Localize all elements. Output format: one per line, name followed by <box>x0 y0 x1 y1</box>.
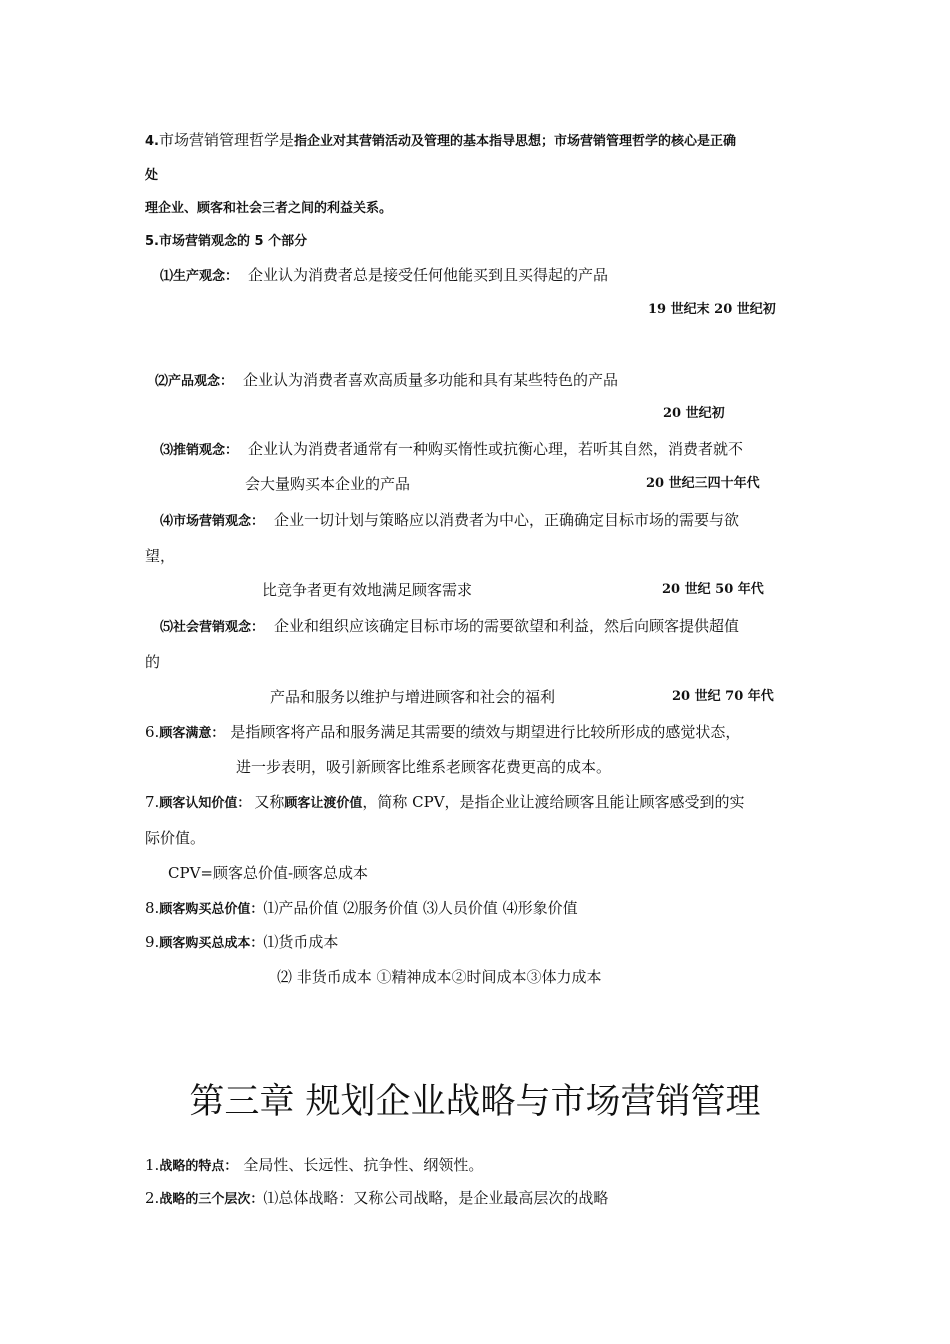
item9-number: 9. <box>145 933 160 951</box>
item8-label: 顾客购买总价值： <box>159 902 264 917</box>
item8-line <box>145 898 578 920</box>
concept-selling <box>160 439 743 461</box>
item6-continuation: 进一步表明，吸引新顾客比维系老顾客花费更高的成本。 <box>236 758 612 776</box>
cpv-formula: CPV=顾客总价值-顾客总成本 <box>168 864 369 882</box>
point1-text: 全局性、长远性、抗争性、纲领性。 <box>243 1156 484 1174</box>
item7-label2: 顾客让渡价值 <box>284 796 363 811</box>
concept-marketing <box>160 510 739 532</box>
item8-number: 8. <box>145 899 160 917</box>
point2-label: 战略的三个层次： <box>159 1192 264 1207</box>
concept-continuation: 产品和服务以维护与增进顾客和社会的福利 <box>270 688 556 706</box>
chapter-title: 第三章 规划企业战略与市场营销管理 <box>189 1082 761 1122</box>
item9-text: ⑴货币成本 <box>263 933 339 951</box>
concept-continuation: 会大量购买本企业的产品 <box>245 475 411 493</box>
item7-text-b: ，简称 CPV，是指企业让渡给顾客且能让顾客感受到的实 <box>362 793 745 811</box>
item8-text: ⑴产品价值 ⑵服务价值 ⑶人员价值 ⑷形象价值 <box>263 899 578 917</box>
item6-label: 顾客满意： <box>159 726 225 741</box>
item7-label: 顾客认知价值： <box>159 796 251 811</box>
concept-era: 20 世纪初 <box>663 406 725 421</box>
concept-label: 生产观念： <box>173 269 239 284</box>
concept-text: 企业认为消费者喜欢高质量多功能和具有某些特色的产品 <box>243 371 619 389</box>
concept-text: 企业认为消费者通常有一种购买惰性或抗衡心理，若听其自然，消费者就不 <box>248 440 744 458</box>
item9-continuation: ⑵ 非货币成本 ①精神成本②时间成本③体力成本 <box>277 968 602 986</box>
item5-heading: 5.市场营销观念的 5 个部分 <box>145 234 308 249</box>
concept-label: 产品观念： <box>168 374 234 389</box>
concept-societal <box>160 616 739 638</box>
point2-text: ⑴总体战略：又称公司战略，是企业最高层次的战略 <box>263 1189 609 1207</box>
item4-wrap: 处 <box>145 168 159 183</box>
item4-term: 市场营销管理哲学是 <box>158 131 294 149</box>
item7-text-a: 又称 <box>254 793 285 811</box>
item6-text: 是指顾客将产品和服务满足其需要的绩效与期望进行比较所形成的感觉状态， <box>230 723 741 741</box>
item4-line2: 理企业、顾客和社会三者之间的利益关系。 <box>145 201 393 216</box>
concept-label: 市场营销观念： <box>173 514 265 529</box>
point2-number: 2. <box>145 1189 160 1207</box>
concept-label: 推销观念： <box>173 443 239 458</box>
concept-product <box>155 370 618 392</box>
item7-wrap: 际价值。 <box>145 829 206 847</box>
item7-line1 <box>145 792 745 814</box>
item6-number: 6. <box>145 723 160 741</box>
concept-marker: ⑷ <box>160 514 174 529</box>
chapter3-point1 <box>145 1155 483 1177</box>
concept-label: 社会营销观念： <box>173 620 265 635</box>
concept-wrap: 的 <box>145 653 161 671</box>
item4-line1 <box>145 130 736 152</box>
concept-era: 20 世纪三四十年代 <box>646 476 760 491</box>
item9-line1 <box>145 932 338 954</box>
item7-number: 7. <box>145 793 160 811</box>
item4-number: 4. <box>145 134 159 149</box>
chapter3-point2 <box>145 1188 608 1210</box>
concept-marker: ⑵ <box>155 374 169 389</box>
concept-marker: ⑸ <box>160 620 174 635</box>
concept-era: 20 世纪 50 年代 <box>662 582 764 597</box>
concept-wrap: 望， <box>145 547 176 565</box>
point1-label: 战略的特点： <box>159 1159 238 1174</box>
concept-marker: ⑶ <box>160 443 174 458</box>
point1-number: 1. <box>145 1156 160 1174</box>
concept-era: 19 世纪末 20 世纪初 <box>648 302 776 317</box>
concept-marker: ⑴ <box>160 269 174 284</box>
item6-line1 <box>145 722 740 744</box>
item4-definition: 指企业对其营销活动及管理的基本指导思想；市场营销管理哲学的核心是正确 <box>294 134 737 149</box>
concept-text: 企业和组织应该确定目标市场的需要欲望和利益，然后向顾客提供超值 <box>274 617 740 635</box>
concept-continuation: 比竞争者更有效地满足顾客需求 <box>262 581 473 599</box>
concept-production <box>160 265 608 287</box>
concept-text: 企业认为消费者总是接受任何他能买到且买得起的产品 <box>248 266 609 284</box>
concept-era: 20 世纪 70 年代 <box>672 689 774 704</box>
item9-label: 顾客购买总成本： <box>159 936 264 951</box>
concept-text: 企业一切计划与策略应以消费者为中心，正确确定目标市场的需要与欲 <box>274 511 740 529</box>
